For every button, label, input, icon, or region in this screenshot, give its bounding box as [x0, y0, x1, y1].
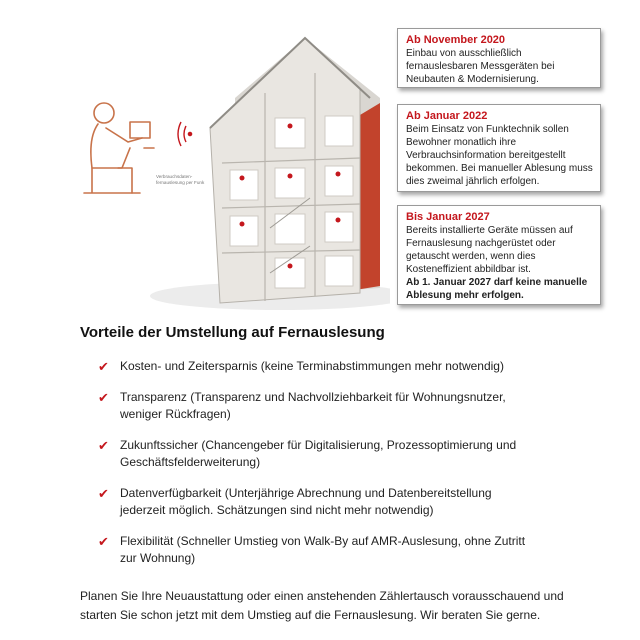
benefit-text: Zukunftssicher (Chancengeber für Digitalisierung, Prozessoptimierung und Geschäftsfelderweiterung) [120, 438, 517, 469]
timeline-box-2027 [397, 205, 601, 305]
timeline-box-2020 [397, 28, 601, 88]
closing-paragraph: Planen Sie Ihre Neuaustattung oder einen anstehenden Zählertausch vorausschauend und starten Sie schon jetzt mit dem Umstieg auf die Fernauslesung. Wir beraten Sie gerne. [80, 589, 564, 622]
person-at-computer-icon [84, 103, 154, 193]
list-item [98, 533, 538, 567]
list-item [98, 437, 538, 471]
benefit-text: Kosten- und Zeitersparnis (keine Terminabstimmungen mehr notwendig) [120, 359, 504, 373]
check-icon: ✔ [98, 486, 109, 501]
timeline-text: Beim Einsatz von Funktechnik sollen Bewohner monatlich ihre Verbrauchsinformation bereitgestellt bekommen. Bei manueller Ablesung muss dies zweimal jährlich erfolgen. [406, 124, 593, 187]
illustration-caption-line1: Verbrauchsdaten- [156, 174, 193, 179]
timeline-head: Ab November 2020 [406, 34, 506, 46]
timeline-bold-text: Ab 1. Januar 2027 darf keine manuelle Ablesung mehr erfolgen. [406, 277, 588, 301]
timeline-box-2022 [397, 104, 601, 192]
house-illustration-svg [70, 18, 390, 318]
list-item [98, 389, 538, 423]
check-icon: ✔ [98, 390, 109, 405]
timeline-head: Bis Januar 2027 [406, 211, 490, 223]
illustration-caption-line2: fernauslesung per Funk [156, 180, 205, 185]
timeline-head: Ab Januar 2022 [406, 110, 488, 122]
benefit-text: Transparenz (Transparenz und Nachvollziehbarkeit für Wohnungsnutzer, weniger Rückfragen) [120, 390, 506, 421]
radio-signal-icon [178, 122, 192, 146]
check-icon: ✔ [98, 534, 109, 549]
house-cutaway-illustration [70, 18, 390, 318]
benefit-text: Datenverfügbarkeit (Unterjährige Abrechnung und Datenbereitstellung jederzeit möglich. Schätzungen sind nicht mehr notwendig) [120, 486, 492, 517]
check-icon: ✔ [98, 359, 109, 374]
section-title: Vorteile der Umstellung auf Fernauslesung [80, 324, 385, 341]
timeline-text: Bereits installierte Geräte müssen auf Fernauslesung nachgerüstet oder getauscht werden, wenn dies Kosteneffizient abbildbar ist. [406, 225, 573, 275]
benefit-text: Flexibilität (Schneller Umstieg von Walk-By auf AMR-Auslesung, ohne Zutritt zur Wohnung) [120, 534, 526, 565]
check-icon: ✔ [98, 438, 109, 453]
benefits-list [98, 358, 538, 581]
list-item [98, 358, 538, 375]
list-item [98, 485, 538, 519]
timeline-text: Einbau von ausschließlich fernauslesbaren Messgeräten bei Neubauten & Modernisierung. [406, 48, 555, 85]
